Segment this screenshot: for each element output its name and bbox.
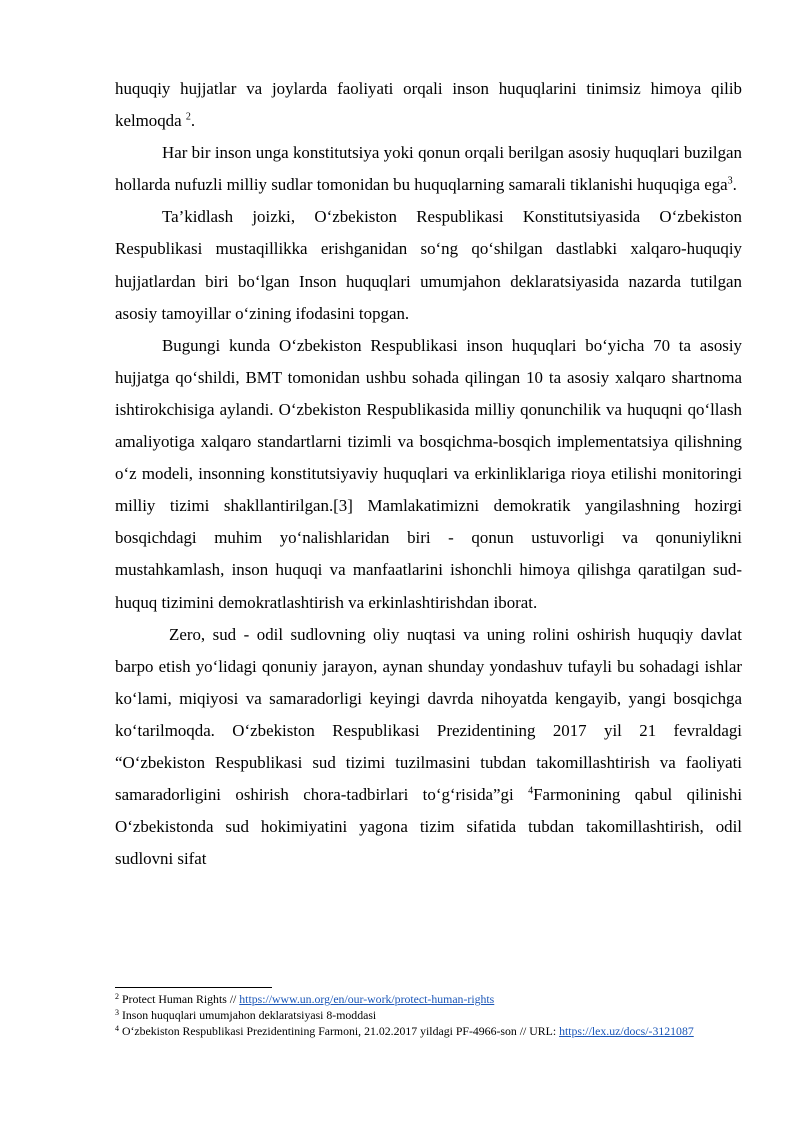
footnote-4-link[interactable]: https://lex.uz/docs/-3121087 (559, 1024, 694, 1038)
footnote-4-text: O‘zbekiston Respublikasi Prezidentining Farmoni, 21.02.2017 yildagi PF-4966-son // URL: (121, 1024, 560, 1038)
paragraph-3: Ta’kidlash joizki, O‘zbekiston Respublikasi Konstitutsiyasida O‘zbekiston Respublikasi mustaqillikka erishganidan so‘ng qo‘shilgan dastlabki xalqaro-huquqiy hujjatlardan biri bo‘lgan Inson huquqlari umumjahon deklaratsiyasida nazarda tutilgan asosiy tamoyillar o‘zining ifodasini topgan. (115, 207, 742, 323)
paragraph-1-text: huquqiy hujjatlar va joylarda faoliyati orqali inson huquqlarini tinimsiz himoya qilib kelmoqda (115, 79, 742, 131)
footnotes (115, 991, 742, 1039)
footnote-3-text: Inson huquqlari umumjahon deklaratsiyasi 8-moddasi (121, 1008, 377, 1022)
paragraph-5 (115, 619, 742, 876)
footnote-separator (115, 987, 272, 988)
footnote-ref-3: 3 (727, 175, 733, 187)
footnote-3 (115, 1007, 742, 1023)
paragraph-2 (115, 137, 742, 201)
footnote-4 (115, 1023, 742, 1039)
footnote-ref-4: 4 (528, 785, 534, 797)
footnote-4-number: 4 (115, 1024, 119, 1033)
footnote-3-number: 3 (115, 1008, 119, 1017)
paragraph-2-text: Har bir inson unga konstitutsiya yoki qonun orqali berilgan asosiy huquqlari buzilgan hollarda nufuzli milliy sudlar tomonidan bu huquqlarning samarali tiklanishi huquqiga ega (115, 143, 742, 195)
paragraph-4: Bugungi kunda O‘zbekiston Respublikasi inson huquqlari bo‘yicha 70 ta asosiy hujjatga qo‘shildi, BMT tomonidan ushbu sohada qilingan 10 ta asosiy xalqaro shartnoma ishtirokchisiga aylandi. O‘zbekiston Respublikasida milliy qonunchilik va huquqni qo‘llash amaliyotiga xalqaro standartlarni tizimli va bosqichma-bosqich implementatsiya qilishning o‘z modeli, insonning konstitutsiyaviy huquqlari va erkinliklariga rioya etilishi monitoringi milliy tizimi shakllantirilgan.[3] Mamlakatimizni demokratik yangilashning hozirgi bosqichdagi muhim yo‘nalishlaridan biri - qonun ustuvorligi va qonuniylikni mustahkamlash, inson huquqi va manfaatlarini ishonchli himoya qilishga qaratilgan sud-huquq tizimini demokratlashtirish va erkinlashtirishdan iborat. (115, 335, 742, 612)
footnote-2-number: 2 (115, 992, 119, 1001)
footnote-2 (115, 991, 742, 1007)
paragraph-5-end: Farmonining qabul qilinishi O‘zbekistonda sud hokimiyatini yagona tizim sifatida tubdan takomillashtirish, odil sudlovni sifat (115, 785, 743, 869)
footnote-ref-2: 2 (185, 111, 191, 123)
footnote-2-link[interactable]: https://www.un.org/en/our-work/protect-human-rights (239, 992, 495, 1006)
paragraph-1-end: . (190, 111, 196, 131)
footnote-2-text: Protect Human Rights // (121, 992, 240, 1006)
paragraph-1 (115, 73, 742, 137)
paragraph-5-text: Zero, sud - odil sudlovning oliy nuqtasi va uning rolini oshirish huquqiy davlat barpo etish yo‘lidagi qonuniy jarayon, aynan shunday yondashuv tufayli bu sohadagi ishlar ko‘lami, miqiyosi va samaradorligi keyingi davrda nihoyatda kengayib, yangi bosqichga ko‘tarilmoqda. O‘zbekiston Respublikasi Prezidentining 2017 yil 21 fevraldagi “O‘zbekiston Respublikasi sud tizimi tuzilmasini tubdan takomillashtirish va faoliyati samaradorligini oshirish chora-tadbirlari to‘g‘risida”gi (115, 624, 742, 805)
body-text (115, 73, 742, 875)
paragraph-2-end: . (732, 175, 737, 195)
